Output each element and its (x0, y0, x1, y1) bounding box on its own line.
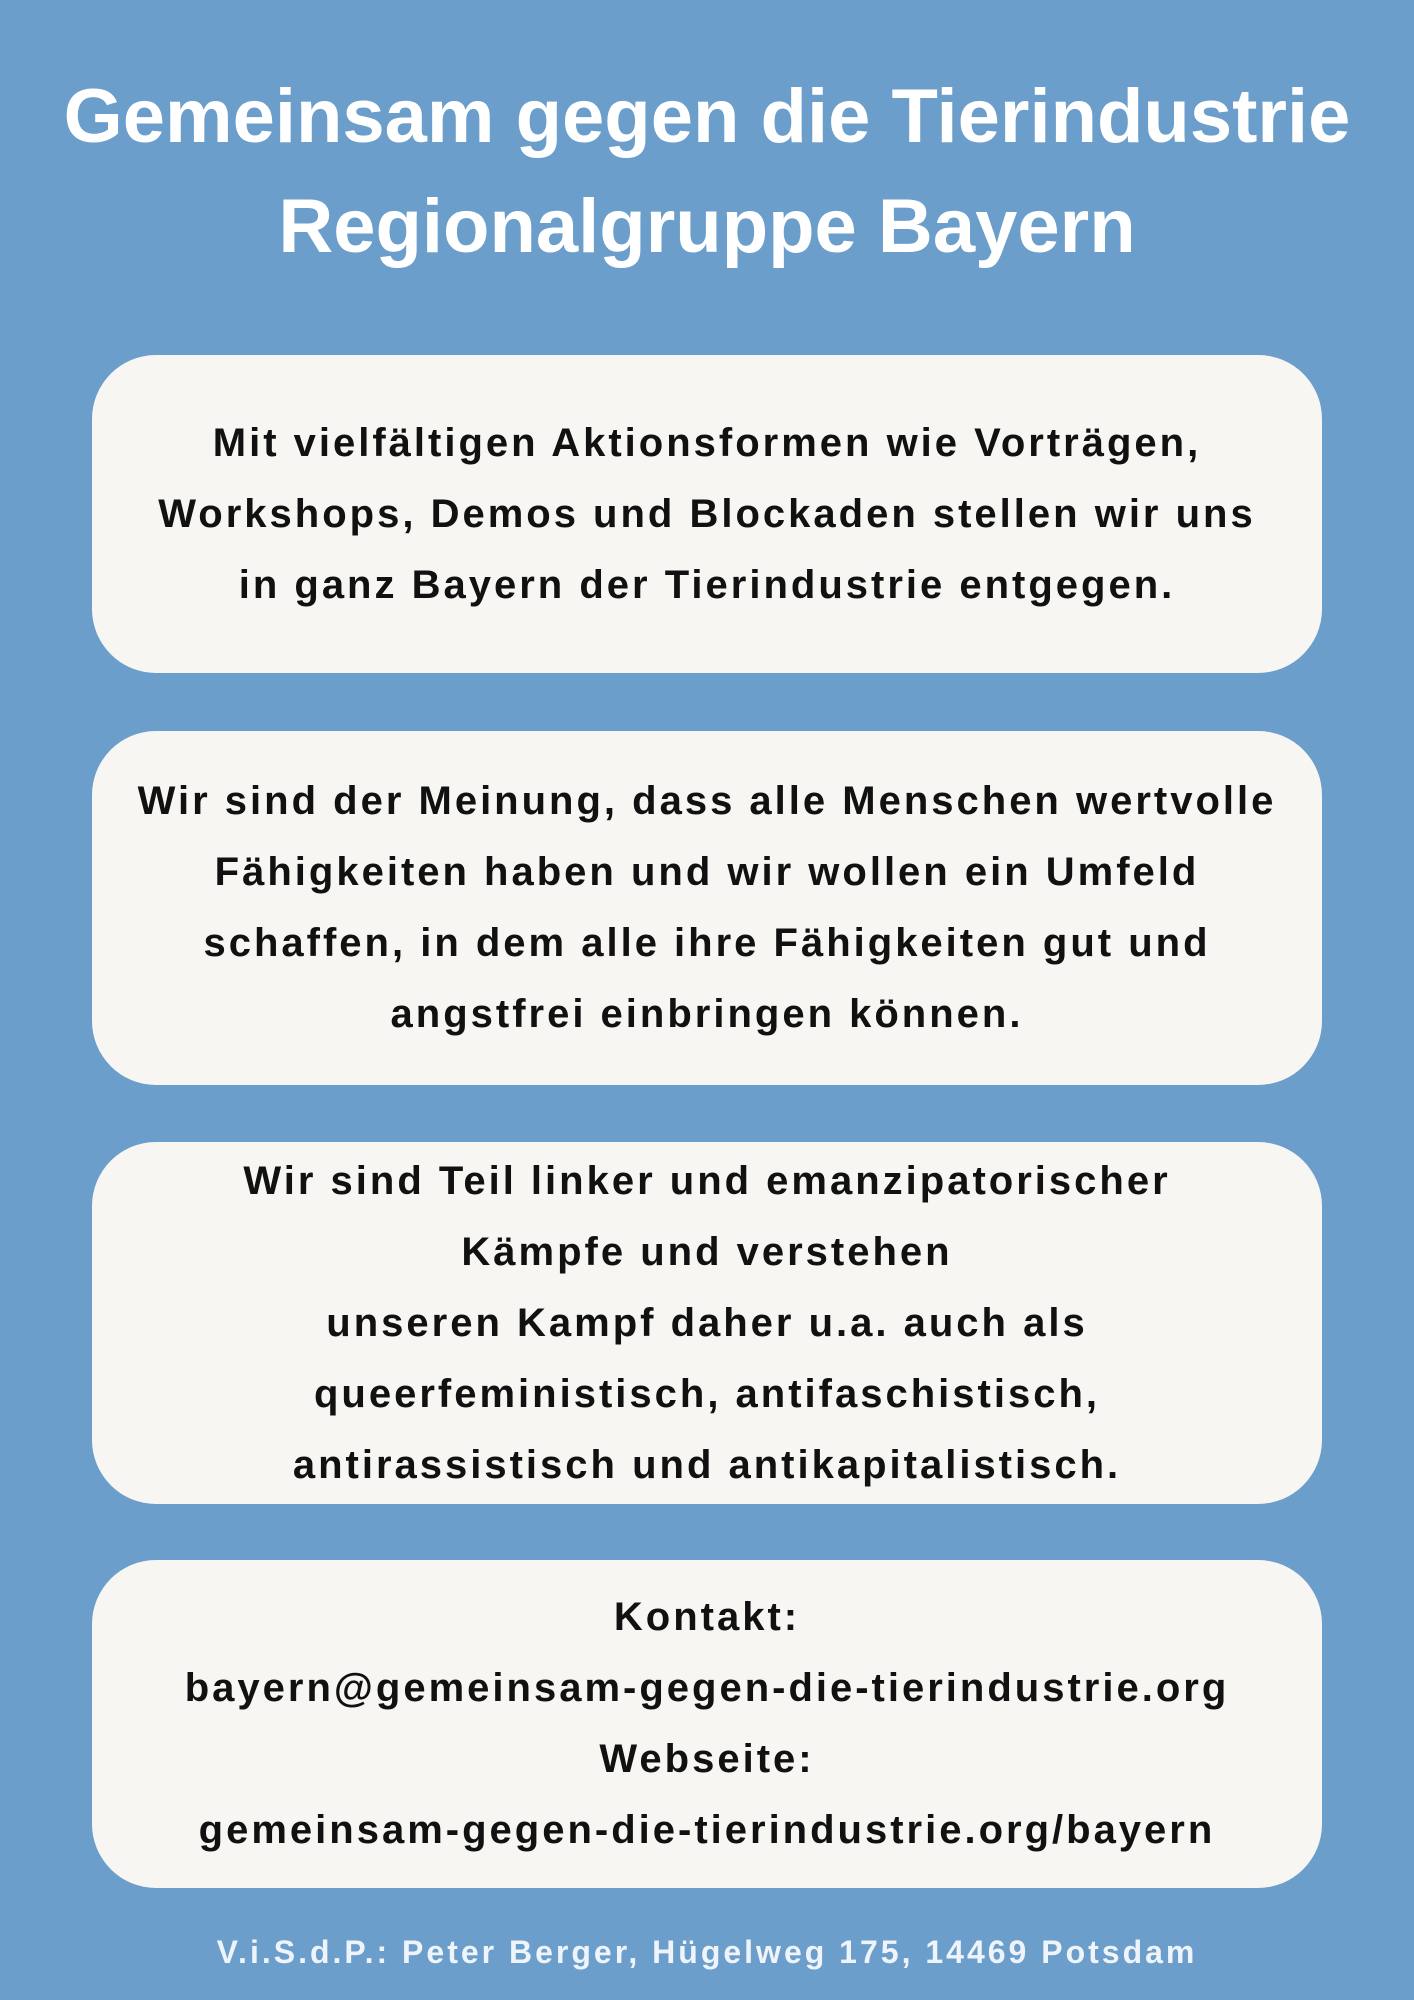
card-text-line: in ganz Bayern der Tierindustrie entgegen. (238, 562, 1176, 607)
info-card-struggles (92, 1142, 1322, 1504)
imprint-footer: V.i.S.d.P.: Peter Berger, Hügelweg 175, 14469 Potsdam (216, 1934, 1198, 1970)
card-text-line: Workshops, Demos und Blockaden stellen wir uns (158, 491, 1256, 536)
card-text-line: angstfrei einbringen können. (390, 992, 1024, 1036)
website-label: Webseite: (599, 1737, 815, 1781)
page-title (0, 62, 1414, 282)
card-text-line: Fähigkeiten haben und wir wollen ein Umfeld (214, 850, 1200, 894)
card-text-line: Mit vielfältigen Aktionsformen wie Vorträgen, (212, 420, 1202, 465)
title-line-2: Regionalgruppe Bayern (278, 184, 1136, 269)
card-text-line: Wir sind der Meinung, dass alle Menschen wertvolle (137, 779, 1277, 823)
contact-email: bayern@gemeinsam-gegen-die-tierindustrie.org (184, 1666, 1230, 1710)
contact-label: Kontakt: (613, 1595, 801, 1639)
info-card-actions (92, 355, 1322, 673)
card-text-line: Kämpfe und verstehen (461, 1229, 953, 1274)
title-line-1: Gemeinsam gegen die Tierindustrie (63, 74, 1351, 159)
info-card-abilities (92, 731, 1322, 1085)
contact-card (92, 1560, 1322, 1888)
card-text-line: queerfeministisch, antifaschistisch, (314, 1371, 1100, 1416)
card-text-line: antirassistisch und antikapitalistisch. (292, 1442, 1122, 1487)
card-text-line: unseren Kampf daher u.a. auch als (326, 1300, 1088, 1345)
card-text-line: Wir sind Teil linker und emanzipatorischer (243, 1158, 1171, 1203)
website-url: gemeinsam-gegen-die-tierindustrie.org/bayern (198, 1808, 1216, 1852)
card-text-line: schaffen, in dem alle ihre Fähigkeiten gut und (203, 921, 1211, 965)
